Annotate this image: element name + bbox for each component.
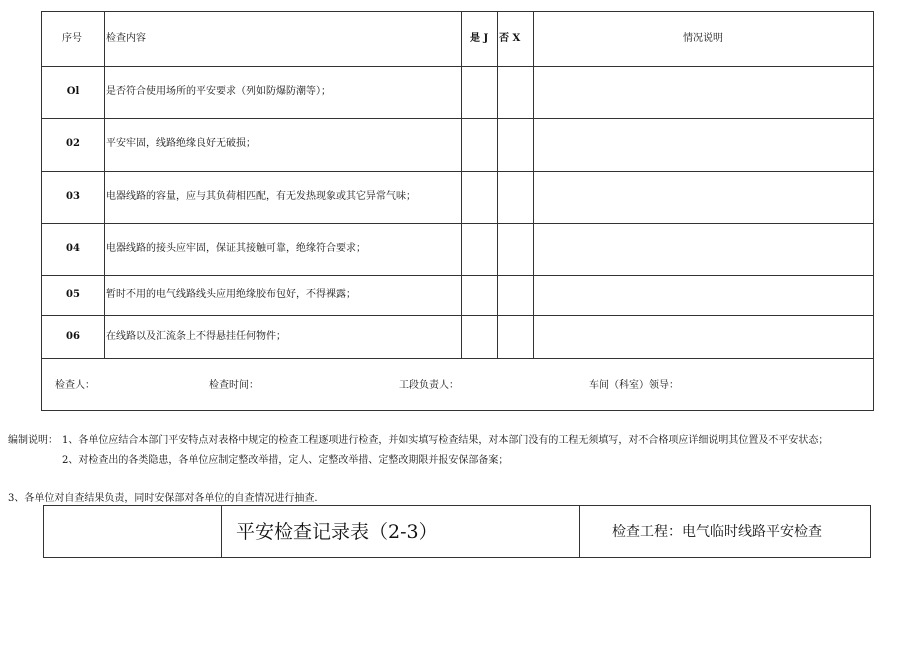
col-divider [104, 11, 105, 359]
row-number: 02 [66, 138, 80, 149]
title-box-right [870, 505, 871, 558]
row-divider [41, 275, 874, 276]
row-divider [41, 171, 874, 172]
note-2: 2、对检查出的各类隐患，各单位应制定整改举措，定人、定整改举措、定整改期限并报安保部备案； [62, 455, 509, 466]
col-divider [497, 11, 498, 359]
title-box-left [43, 505, 44, 558]
row-text: 暂时不用的电气线路线头应用绝缘胶布包好，不得裸露； [106, 289, 356, 300]
project-label: 检查工程：电气临时线路平安检查 [612, 524, 822, 540]
note-1: 1、各单位应结合本部门平安特点对表格中规定的检查工程逐项进行检查，并如实填写检查结果，对本部门没有的工程无须填写，对不合格项应详细说明其位置及不平安状态； [62, 435, 829, 446]
notes-prefix: 编制说明： [8, 435, 58, 446]
row-text: 在线路以及汇流条上不得悬挂任何物件； [106, 331, 286, 342]
note-3: 3、各单位对自查结果负责，同时安保部对各单位的自查情况进行抽查. [8, 493, 318, 504]
title-box-divider [579, 505, 580, 558]
row-divider [41, 358, 874, 359]
row-number: 06 [66, 331, 80, 342]
row-text: 是否符合使用场所的平安要求（列如防爆防潮等）； [106, 86, 331, 97]
inspector-label: 检查人： [55, 380, 95, 391]
row-divider [41, 118, 874, 119]
workshop-leader-label: 车间（科室）领导： [589, 380, 679, 391]
table-border-top [41, 11, 874, 12]
title-box-bottom [43, 557, 871, 558]
header-no: 否 X [499, 33, 521, 44]
row-divider [41, 66, 874, 67]
row-number: 03 [66, 191, 80, 202]
row-text: 电器线路的容量，应与其负荷相匹配，有无发热现象或其它异常气味； [106, 191, 416, 202]
table-border-left [41, 11, 42, 411]
row-text: 电器线路的接头应牢固，保证其接触可靠，绝缘符合要求； [106, 243, 366, 254]
title-box-top [43, 505, 871, 506]
table-border-bottom [41, 410, 874, 411]
title-box-divider [221, 505, 222, 558]
header-remark: 情况说明 [683, 33, 723, 44]
row-number: 04 [66, 243, 80, 254]
header-seq: 序号 [62, 33, 82, 44]
row-number: 05 [66, 289, 80, 300]
row-divider [41, 315, 874, 316]
row-divider [41, 223, 874, 224]
inspection-time-label: 检查时间： [209, 380, 259, 391]
col-divider [533, 11, 534, 359]
table-border-right [873, 11, 874, 411]
row-text: 平安牢固，线路绝缘良好无破损； [106, 138, 256, 149]
row-number: Ol [66, 86, 80, 97]
form-title: 平安检查记录表（2-3） [236, 521, 438, 543]
section-leader-label: 工段负责人： [399, 380, 459, 391]
col-divider [461, 11, 462, 359]
header-yes: 是 J [470, 33, 489, 44]
header-content: 检查内容 [106, 33, 146, 44]
